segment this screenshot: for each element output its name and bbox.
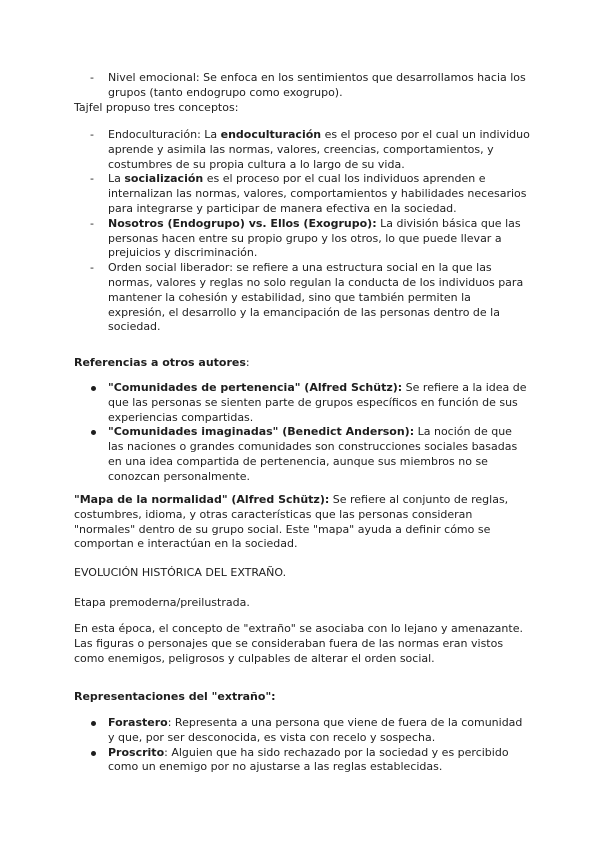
list-item: "Comunidades de pertenencia" (Alfred Schütz): Se refiere a la idea de que las personas se sienten parte de grupos específicos en función de sus experiencias compartidas. (74, 381, 530, 425)
list-item: Forastero: Representa a una persona que viene de fuera de la comunidad y que, por ser desconocida, es vista con recelo y sospecha. (74, 716, 530, 746)
tajfel-concepts-list (74, 128, 530, 335)
representations-list (74, 716, 530, 775)
authors-list (74, 381, 530, 485)
list-item: Proscrito: Alguien que ha sido rechazado por la sociedad y es percibido como un enemigo por no ajustarse a las reglas establecidas. (74, 746, 530, 776)
list-item: - La socialización es el proceso por el cual los individuos aprenden e internalizan las normas, valores, comportamientos y habilidades necesarios para integrarse y participar de manera efectiva en la sociedad. (74, 172, 530, 216)
representations-heading: Representaciones del "extraño": (74, 690, 276, 703)
tajfel-intro: Tajfel propuso tres conceptos: (74, 101, 239, 114)
list-item: - Endoculturación: La endoculturación es el proceso por el cual un individuo aprende y asimila las normas, valores, creencias, comportamientos, y costumbres de su propia cultura a lo largo de su vida. (74, 128, 530, 172)
list-item: - Nivel emocional: Se enfoca en los sentimientos que desarrollamos hacia los grupos (tanto endogrupo como exogrupo). (74, 71, 530, 101)
historical-evolution-heading: EVOLUCIÓN HISTÓRICA DEL EXTRAÑO. (74, 566, 287, 579)
stage-heading: Etapa premoderna/preilustrada. (74, 596, 250, 609)
list-item: "Comunidades imaginadas" (Benedict Anderson): La noción de que las naciones o grandes comunidades son construcciones sociales basadas en una idea compartida de pertenencia, aunque sus miembros no se conozcan personalmente. (74, 425, 530, 484)
list-item: - Orden social liberador: se refiere a una estructura social en la que las normas, valores y reglas no solo regulan la conducta de los individuos para mantener la cohesión y estabilidad, sino que también permiten la expresión, el desarrollo y la emancipación de las personas dentro de la sociedad. (74, 261, 530, 335)
era-paragraph: En esta época, el concepto de "extraño" se asociaba con lo lejano y amenazante. Las figuras o personajes que se consideraban fuera de las normas eran vistos como enemigos, peligrosos y culpables de alterar el orden social. (74, 622, 523, 665)
normality-map-paragraph: "Mapa de la normalidad" (Alfred Schütz): Se refiere al conjunto de reglas, costumbres, idioma, y otras características que las personas consideran "normales" dentro de su grupo social. Este "mapa" ayuda a definir cómo se comportan e interactúan en la sociedad. (74, 493, 509, 551)
references-heading: Referencias a otros autores: (74, 356, 250, 369)
list-item: - Nosotros (Endogrupo) vs. Ellos (Exogrupo): La división básica que las personas hacen entre su propio grupo y los otros, lo que puede llevar a prejuicios y discriminación. (74, 217, 530, 261)
emotional-level-list (74, 71, 530, 101)
